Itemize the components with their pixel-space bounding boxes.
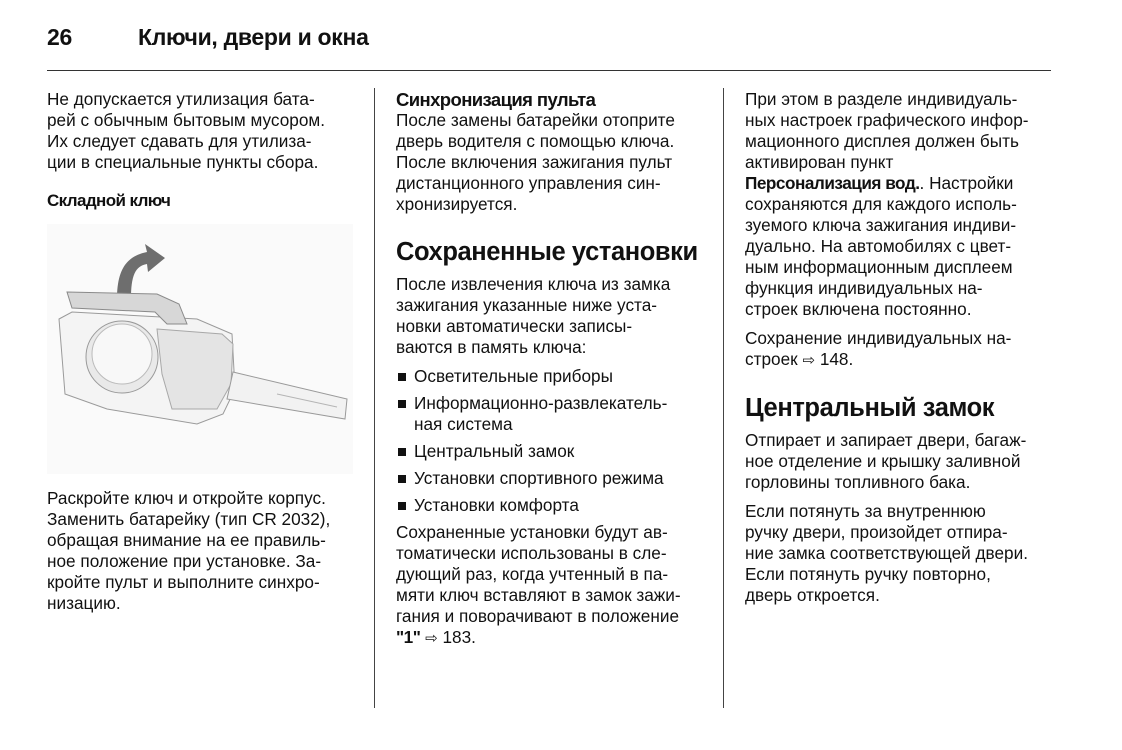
- page-reference-link[interactable]: 183.: [442, 627, 476, 647]
- list-item: [396, 366, 716, 387]
- text-line: ние замка соответствующей двери.: [745, 543, 1028, 563]
- text-line: ных настроек графического инфор-: [745, 110, 1029, 130]
- heading-remote-sync: Синхронизация пульта: [396, 89, 596, 110]
- text-line: мационного дисплея должен быть: [745, 131, 1019, 151]
- text-line: Не допускается утилизация бата-: [47, 89, 315, 109]
- chapter-title: Ключи, двери и окна: [138, 24, 369, 50]
- text-line: ное положение при установке. За-: [47, 551, 322, 571]
- bullet-square-icon: [398, 448, 406, 456]
- text-fragment: . Настройки: [919, 173, 1014, 193]
- text-line: томатически использованы в сле-: [396, 543, 667, 563]
- text-line: Если потянуть за внутреннюю: [745, 501, 986, 521]
- paragraph-personalization: [745, 89, 1065, 320]
- section-heading-central-lock: Центральный замок: [745, 394, 995, 422]
- ignition-position-label: "1": [396, 627, 421, 647]
- text-fragment: строек: [745, 349, 798, 369]
- text-line: рей с обычным бытовым мусором.: [47, 110, 325, 130]
- text-line: функция индивидуальных на-: [745, 278, 983, 298]
- text-line: низацию.: [47, 593, 121, 613]
- list-item: [396, 495, 716, 516]
- text-line: активирован пункт: [745, 152, 894, 172]
- bullet-square-icon: [398, 400, 406, 408]
- column-divider-2: [723, 88, 724, 708]
- text-line: Информационно-развлекатель-: [414, 393, 668, 413]
- page-reference-link[interactable]: 148.: [819, 349, 854, 369]
- text-line: После включения зажигания пульт: [396, 152, 673, 172]
- text-line: Заменить батарейку (тип CR 2032),: [47, 509, 331, 529]
- bullet-square-icon: [398, 373, 406, 381]
- paragraph-settings-reference: [745, 328, 1065, 371]
- text-line: Установки комфорта: [414, 495, 579, 515]
- page-reference-arrow-icon: ⇨: [802, 352, 816, 369]
- text-line: Центральный замок: [414, 441, 575, 461]
- text-line: гания и поворачивают в положение: [396, 606, 680, 626]
- text-line: [745, 173, 1065, 194]
- column-1: [47, 89, 367, 622]
- section-heading-saved-settings: Сохраненные установки: [396, 238, 698, 266]
- paragraph-open-key: [47, 488, 367, 614]
- heading-folding-key: Складной ключ: [47, 191, 171, 210]
- text-line: Если потянуть ручку повторно,: [745, 564, 991, 584]
- text-line: сохраняются для каждого исполь-: [745, 194, 1017, 214]
- text-line: дующий раз, когда учтенный в па-: [396, 564, 669, 584]
- list-item: [396, 468, 716, 489]
- folding-key-illustration: [47, 224, 353, 474]
- text-line: После извлечения ключа из замка: [396, 274, 671, 294]
- page-reference-arrow-icon: ⇨: [425, 630, 438, 647]
- paragraph-central-lock: [745, 430, 1065, 493]
- paragraph-saved-intro: [396, 274, 716, 358]
- text-line: При этом в разделе индивидуаль-: [745, 89, 1018, 109]
- key-battery-figure: [47, 224, 353, 474]
- list-item: [396, 441, 716, 462]
- text-line: Сохраненные установки будут ав-: [396, 522, 668, 542]
- column-divider-1: [374, 88, 375, 708]
- text-line: ручку двери, произойдет отпира-: [745, 522, 1008, 542]
- saved-settings-list: [396, 366, 716, 516]
- paragraph-saved-used: [396, 522, 716, 649]
- text-line: ное отделение и крышку заливной: [745, 451, 1021, 471]
- text-line: ным информационным дисплеем: [745, 257, 1013, 277]
- header-rule: [47, 70, 1051, 71]
- text-line: Установки спортивного режима: [414, 468, 664, 488]
- text-line: ции в специальные пункты сбора.: [47, 152, 319, 172]
- bullet-square-icon: [398, 475, 406, 483]
- text-line: [396, 627, 716, 649]
- column-2: [396, 89, 716, 657]
- text-line: дуально. На автомобилях с цвет-: [745, 236, 1012, 256]
- paragraph-door-handle: [745, 501, 1065, 606]
- paragraph-battery-disposal: [47, 89, 367, 173]
- page-number: 26: [47, 24, 72, 50]
- text-line: зажигания указанные ниже уста-: [396, 295, 658, 315]
- list-item: [396, 393, 716, 435]
- text-line: новки автоматически записы-: [396, 316, 633, 336]
- bullet-square-icon: [398, 502, 406, 510]
- text-line: горловины топливного бака.: [745, 472, 971, 492]
- text-line: [745, 349, 1065, 371]
- text-line: ваются в память ключа:: [396, 337, 587, 357]
- text-line: хронизируется.: [396, 194, 518, 214]
- text-line: Раскройте ключ и откройте корпус.: [47, 488, 326, 508]
- text-line: ная система: [414, 414, 513, 434]
- menu-item-personalization: Персонализация вод.: [745, 173, 920, 193]
- text-line: строек включена постоянно.: [745, 299, 972, 319]
- column-3: [745, 89, 1065, 614]
- text-line: Осветительные приборы: [414, 366, 613, 386]
- text-line: дверь откроется.: [745, 585, 880, 605]
- text-line: мяти ключ вставляют в замок зажи-: [396, 585, 681, 605]
- text-line: дистанционного управления син-: [396, 173, 661, 193]
- text-line: Их следует сдавать для утилиза-: [47, 131, 312, 151]
- text-line: Отпирает и запирает двери, багаж-: [745, 430, 1027, 450]
- text-line: зуемого ключа зажигания индиви-: [745, 215, 1017, 235]
- paragraph-remote-sync: [396, 110, 716, 215]
- text-line: кройте пульт и выполните синхро-: [47, 572, 320, 592]
- text-line: После замены батарейки отоприте: [396, 110, 675, 130]
- text-line: обращая внимание на ее правиль-: [47, 530, 326, 550]
- text-line: Сохранение индивидуальных на-: [745, 328, 1012, 348]
- text-line: дверь водителя с помощью ключа.: [396, 131, 675, 151]
